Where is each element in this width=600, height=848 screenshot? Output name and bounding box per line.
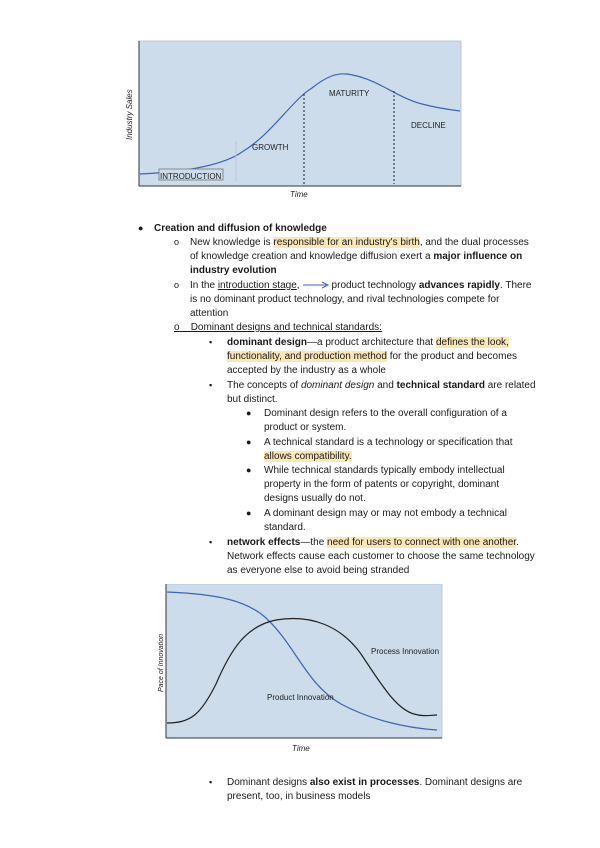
sub-point-2-line-1: A technical standard is a technology or specification that: [264, 437, 513, 448]
sub-point-1-line-1: Dominant design refers to the overall configuration of a: [264, 408, 507, 419]
dominant-design-line-1: dominant design—a product architecture that defines the look,: [227, 337, 509, 348]
bullet-dot: ●: [246, 465, 252, 475]
bullet-square: ▪: [209, 537, 213, 547]
bullet-square: ▪: [209, 380, 213, 390]
bullet-o: o: [174, 280, 180, 290]
knowledge-paragraph-line-3: industry evolution: [190, 265, 277, 276]
highlight-industry-birth: responsible for an industry's birth: [273, 237, 420, 248]
bullet-o: o: [174, 237, 180, 247]
sub-point-3-line-3: designs usually do not.: [264, 493, 366, 504]
lifecycle-x-axis-label: Time: [290, 190, 308, 199]
processes-line-1: Dominant designs also exist in processes. Dominant designs are: [227, 777, 523, 788]
sub-point-3-line-1: While technical standards typically embody intellectual: [264, 465, 505, 476]
industry-lifecycle-figure: [122, 38, 467, 203]
highlight-network-effects: need for users to connect with one another: [327, 537, 517, 548]
sub-point-4-line-2: standard.: [264, 522, 306, 533]
bullet-dot: ●: [246, 437, 252, 447]
product-innovation-label: Product Innovation: [267, 693, 334, 702]
sub-point-4-line-1: A dominant design may or may not embody a technical: [264, 508, 507, 519]
innovation-plot-area: [166, 584, 442, 738]
sub-point-1-line-2: product or system.: [264, 422, 347, 433]
innovation-pace-figure: [156, 584, 446, 756]
right-arrow-icon: [302, 281, 330, 289]
knowledge-paragraph-line-1: New knowledge is responsible for an industry's birth, and the dual processes: [190, 237, 529, 248]
stage-label-decline: DECLINE: [411, 121, 446, 130]
innovation-y-axis-label: Pace of Innovation: [158, 634, 165, 692]
sub-point-3-line-2: property in the form of patents or copyright, dominant: [264, 479, 500, 490]
bullet-square: ▪: [209, 337, 213, 347]
lifecycle-y-axis-label: Industry Sales: [125, 89, 134, 140]
bullet-dot: ●: [138, 223, 144, 233]
knowledge-paragraph-line-2: of knowledge creation and knowledge diffusion exert a major influence on: [190, 251, 523, 262]
lifecycle-plot-area: [139, 41, 461, 186]
network-effects-line-2: Network effects cause each customer to choose the same technology: [227, 551, 535, 562]
concepts-line-2: but distinct.: [227, 394, 278, 405]
stage-label-maturity: MATURITY: [329, 89, 370, 98]
introduction-paragraph-line-1: In the introduction stage, product technology advances rapidly. There: [190, 280, 532, 291]
dominant-design-line-2: functionality, and production method for the product and becomes: [227, 351, 517, 362]
introduction-paragraph-line-2: is no dominant product technology, and rival technologies compete for: [190, 294, 500, 305]
dominant-design-line-3: accepted by the industry as a whole: [227, 365, 386, 376]
network-effects-line-1: network effects—the need for users to connect with one another.: [227, 537, 519, 548]
section-heading: Creation and diffusion of knowledge: [154, 223, 327, 234]
concepts-line-1: The concepts of dominant design and technical standard are related: [227, 380, 536, 391]
process-innovation-label: Process Innovation: [371, 647, 440, 656]
processes-line-2: present, too, in business models: [227, 791, 371, 802]
bullet-dot: ●: [246, 508, 252, 518]
stage-label-introduction: INTRODUCTION: [160, 172, 222, 181]
stage-label-growth: GROWTH: [252, 143, 289, 152]
bullet-square: ▪: [209, 777, 213, 787]
highlight-compatibility: allows compatibility.: [264, 451, 352, 462]
dominant-designs-subheading: o Dominant designs and technical standards:: [174, 322, 382, 333]
innovation-x-axis-label: Time: [292, 744, 310, 753]
introduction-paragraph-line-3: attention: [190, 308, 229, 319]
network-effects-line-3: as everyone else to avoid being stranded: [227, 565, 410, 576]
sub-point-2-line-2: [264, 450, 352, 463]
bullet-dot: ●: [246, 408, 252, 418]
